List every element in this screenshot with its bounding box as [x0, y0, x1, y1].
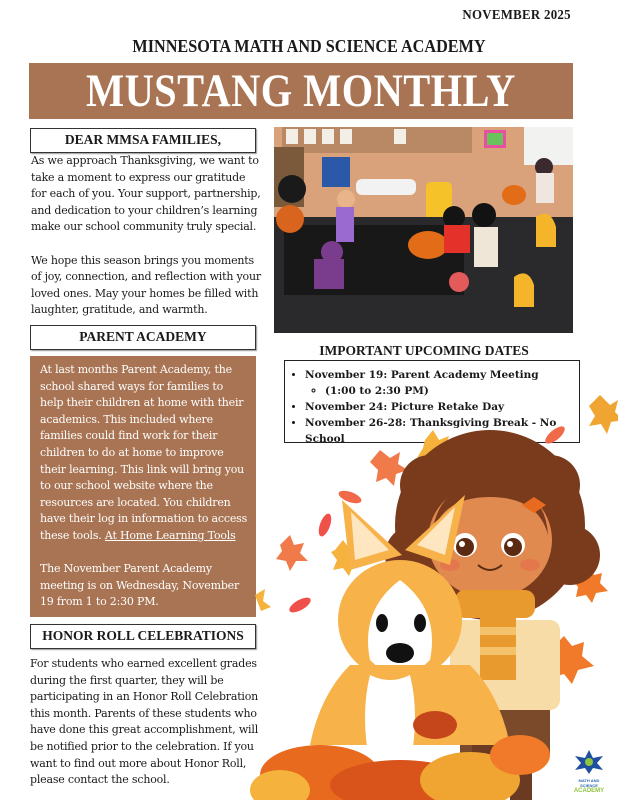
honor-roll-heading: HONOR ROLL CELEBRATIONS [30, 624, 256, 649]
parent-academy-heading: PARENT ACADEMY [30, 325, 256, 350]
families-heading: DEAR MMSA FAMILIES, [30, 128, 256, 153]
date-item: • November 24: Picture Retake Day [305, 399, 579, 415]
parent-academy-paragraph-1: At last months Parent Academy, the school shared ways for families to help their children at home with their academics. This included where families could find work for their children to do at home to improve their learning. This link will bring you to our school website where the resources are located. You children have their log in information to access these tools. [40, 363, 248, 542]
date-item: • November 26-28: Thanksgiving Break - No School [305, 415, 579, 447]
classroom-photo-image [274, 127, 573, 333]
autumn-illustration [250, 395, 618, 800]
mmsa-logo [572, 748, 606, 794]
newsletter-banner [29, 63, 573, 119]
families-paragraph-2: We hope this season brings you moments of joy, connection, and reflection with your loved ones. May your homes be filled with laughter, gratitude, and warmth. [31, 253, 261, 317]
date-item: • November 19: Parent Academy Meeting ◦ (1:00 to 2:30 PM) [305, 367, 579, 399]
date-subitem: ◦ (1:00 to 2:30 PM) [325, 383, 579, 399]
honor-roll-paragraph: For students who earned excellent grades during the first quarter, they will be participating in an Honor Roll Celebration this month. Parents of these students who have done this great accomplishment, will be notified prior to the celebration. If you want to find out more about Honor Roll, please contact the school. [30, 657, 259, 787]
parent-academy-box [30, 356, 256, 617]
home-learning-tools-link[interactable]: At Home Learning Tools [104, 528, 236, 542]
parent-academy-paragraph-2: The November Parent Academy meeting is on Wednesday, November 19 from 1 to 2:30 PM. [40, 562, 240, 609]
school-name: MINNESOTA MATH AND SCIENCE ACADEMY [132, 36, 486, 56]
mmsa-logo-icon [572, 748, 606, 774]
families-paragraph-1: As we approach Thanksgiving, we want to take a moment to express our gratitude for each of you. Your support, partnership, and dedication to your children’s learning make our school community truly special. [31, 154, 261, 234]
newsletter-title: MUSTANG MONTHLY [86, 64, 516, 117]
families-letter [31, 153, 263, 319]
classroom-photo [274, 127, 573, 333]
logo-line-2: ACADEMY [573, 788, 605, 794]
upcoming-dates-heading: IMPORTANT UPCOMING DATES [319, 343, 529, 358]
issue-date: NOVEMBER 2025 [462, 8, 571, 23]
logo-line-1: MATH AND SCIENCE [578, 778, 600, 788]
